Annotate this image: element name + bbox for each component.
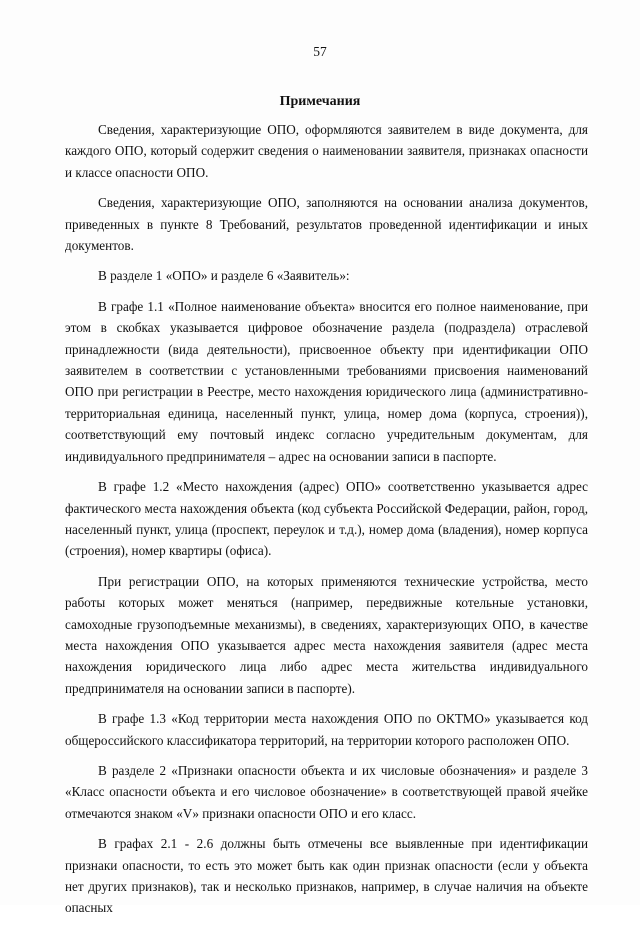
body-text <box>65 119 588 928</box>
paragraph: В разделе 1 «ОПО» и разделе 6 «Заявитель»: <box>98 268 350 284</box>
paragraph: Сведения, характеризующие ОПО, заполняются на основании анализа документов, приведенных в пункте 8 Требований, результатов проведенной идентификации и иных документов. <box>65 195 588 254</box>
page-number: 57 <box>313 44 327 59</box>
paragraph: При регистрации ОПО, на которых применяются технические устройства, место работы которых может меняться (например, передвижные котельные установки, самоходные грузоподъемные механизмы), в сведениях, характеризующих ОПО, в качестве места нахождения ОПО указывается адрес места нахождения заявителя (адрес места нахождения юридического лица либо адрес места жительства индивидуального предпринимателя на основании записи в паспорте). <box>65 573 588 696</box>
paragraph: Сведения, характеризующие ОПО, оформляются заявителем в виде документа, для каждого ОПО, который содержит сведения о наименовании заявителя, признаках опасности и классе опасности ОПО. <box>65 122 588 180</box>
paragraph: В разделе 2 «Признаки опасности объекта и их числовые обозначения» и разделе 3 «Класс опасности объекта и его числовое обозначение» в соответствующей правой ячейке отмечаются знаком «V» признаки опасности ОПО и его класс. <box>65 762 588 821</box>
paragraph: В графе 1.1 «Полное наименование объекта» вносится его полное наименование, при этом в скобках указывается цифровое обозначение раздела (подраздела) отраслевой принадлежности (вида деятельности), присвоенное объекту при идентификации ОПО заявителем в соответствии с установленными требованиями присвоения наименований ОПО при регистрации в Реестре, место нахождения юридического лица (административно-территориальная единица, населенный пункт, улица, номер дома (корпуса, строения)), соответствующий ему почтовый индекс согласно учредительным документам, для индивидуального предпринимателя – адрес на основании записи в паспорте. <box>65 298 588 464</box>
paragraph: В графе 1.3 «Код территории места нахождения ОПО по ОКТМО» указывается код общероссийского классификатора территорий, на территории которого расположен ОПО. <box>65 711 588 748</box>
section-heading: Примечания <box>279 94 361 109</box>
paragraph: В графах 2.1 - 2.6 должны быть отмечены все выявленные при идентификации признаки опасности, то есть это может быть как один признак опасности (если у объекта нет других признаков), так и несколько признаков, например, в случае наличия на объекте опасных <box>65 836 588 916</box>
paragraph: В графе 1.2 «Место нахождения (адрес) ОПО» соответственно указывается адрес фактического места нахождения объекта (код субъекта Российской Федерации, район, город, населенный пункт, улица (проспект, переулок и т.д.), номер дома (владения), номер корпуса (строения), номер квартиры (офиса). <box>65 479 588 559</box>
